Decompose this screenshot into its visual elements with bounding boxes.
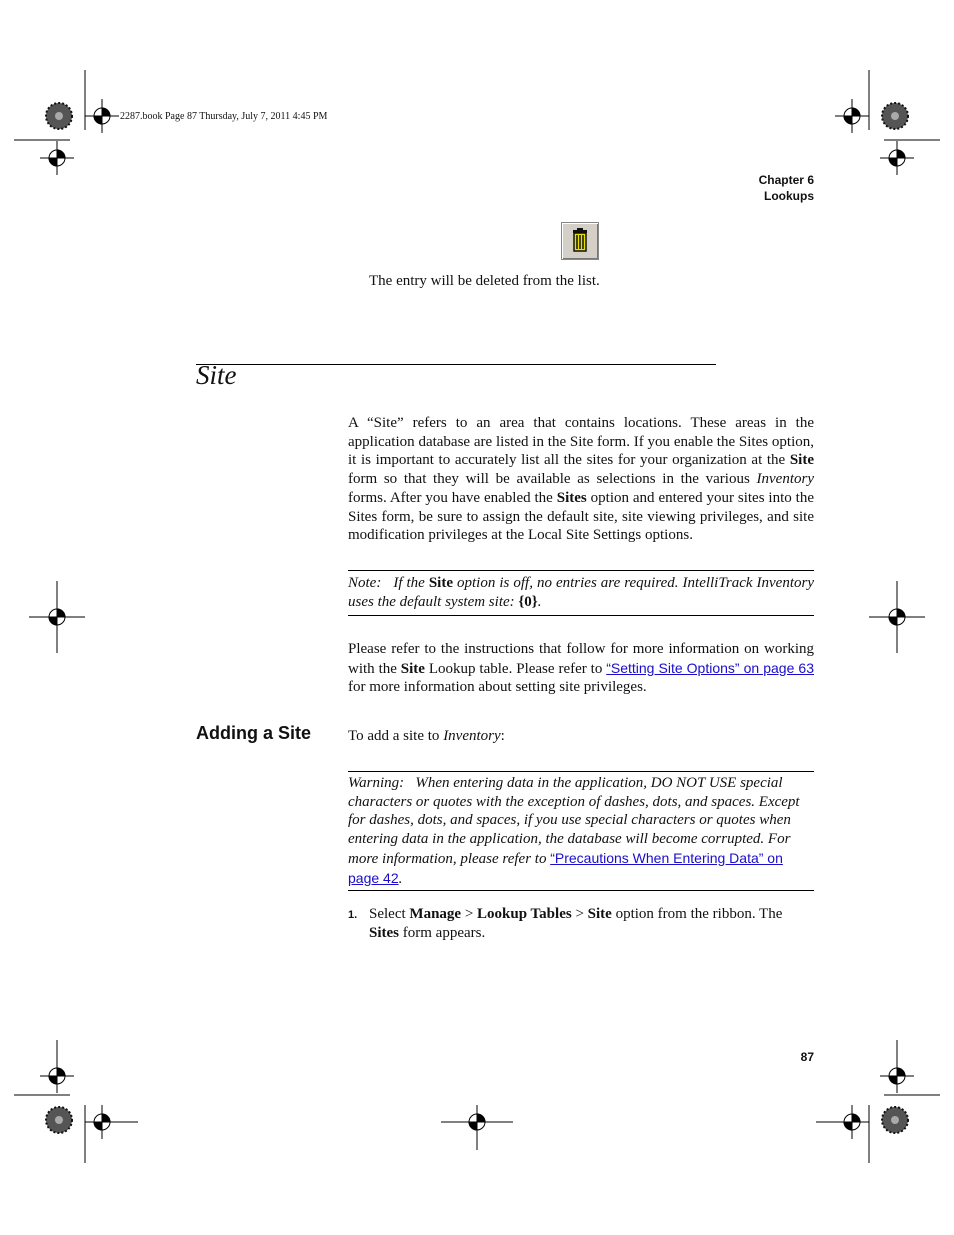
subsection-title: Adding a Site (196, 723, 312, 743)
step-1-number: 1. (348, 909, 358, 921)
setting-site-options-link[interactable]: “Setting Site Options” on page 63 (606, 659, 814, 676)
chapter-heading (759, 172, 814, 204)
page-number: 87 (800, 1050, 814, 1064)
chapter-number: Chapter 6 (758, 173, 814, 187)
trash-icon (562, 223, 598, 259)
precautions-link[interactable]: “Precautions When Entering Data” on page 42 (348, 849, 783, 886)
add-site-intro: To add a site to Inventory: (348, 728, 505, 744)
section-rule (196, 364, 716, 365)
intro-paragraph: A “Site” refers to an area that contains locations. These areas in the application database are listed in the Site form. If you enable the Sites option, it is important to accurately list all the sites for your organization at the Site form so that they will be available as selections in the various Inventory forms. After you have enabled the Sites option and entered your sites into the Sites form, be sure to assign the default site, site viewing privileges, and site modification privileges at the Local Site Settings options. (348, 415, 814, 544)
delete-result-text: The entry will be deleted from the list. (369, 273, 600, 289)
note-box: Note: If the Site option is off, no entries are required. IntelliTrack Inventory uses the default system site: {0}. (348, 575, 814, 610)
section-title: Site (196, 360, 237, 390)
warning-bottom-rule (348, 890, 814, 891)
chapter-title: Lookups (764, 189, 814, 203)
step-1-text: Select Manage > Lookup Tables > Site option from the ribbon. The Sites form appears. (369, 906, 783, 941)
warning-box: Warning: When entering data in the application, DO NOT USE special characters or quotes with the exception of dashes, dots, and spaces. Except for dashes, dots, and spaces, if you use special characters or quotes when entering data in the application, the database will become corrupted. For more information, please refer to “Precautions When Entering Data” on page 42. (348, 775, 800, 887)
warning-label: Warning: (348, 775, 405, 791)
delete-toolbar-button[interactable] (561, 222, 599, 260)
note-bottom-rule (348, 615, 814, 616)
warning-top-rule (348, 771, 814, 772)
note-top-rule (348, 570, 814, 571)
print-header: 2287.book Page 87 Thursday, July 7, 2011 4:45 PM (120, 111, 328, 122)
note-label: Note: (348, 575, 382, 591)
refer-paragraph: Please refer to the instructions that follow for more information on working with the Site Lookup table. Please refer to “Setting Site Options” on page 63 for more information about setting site privileges. (348, 641, 814, 696)
